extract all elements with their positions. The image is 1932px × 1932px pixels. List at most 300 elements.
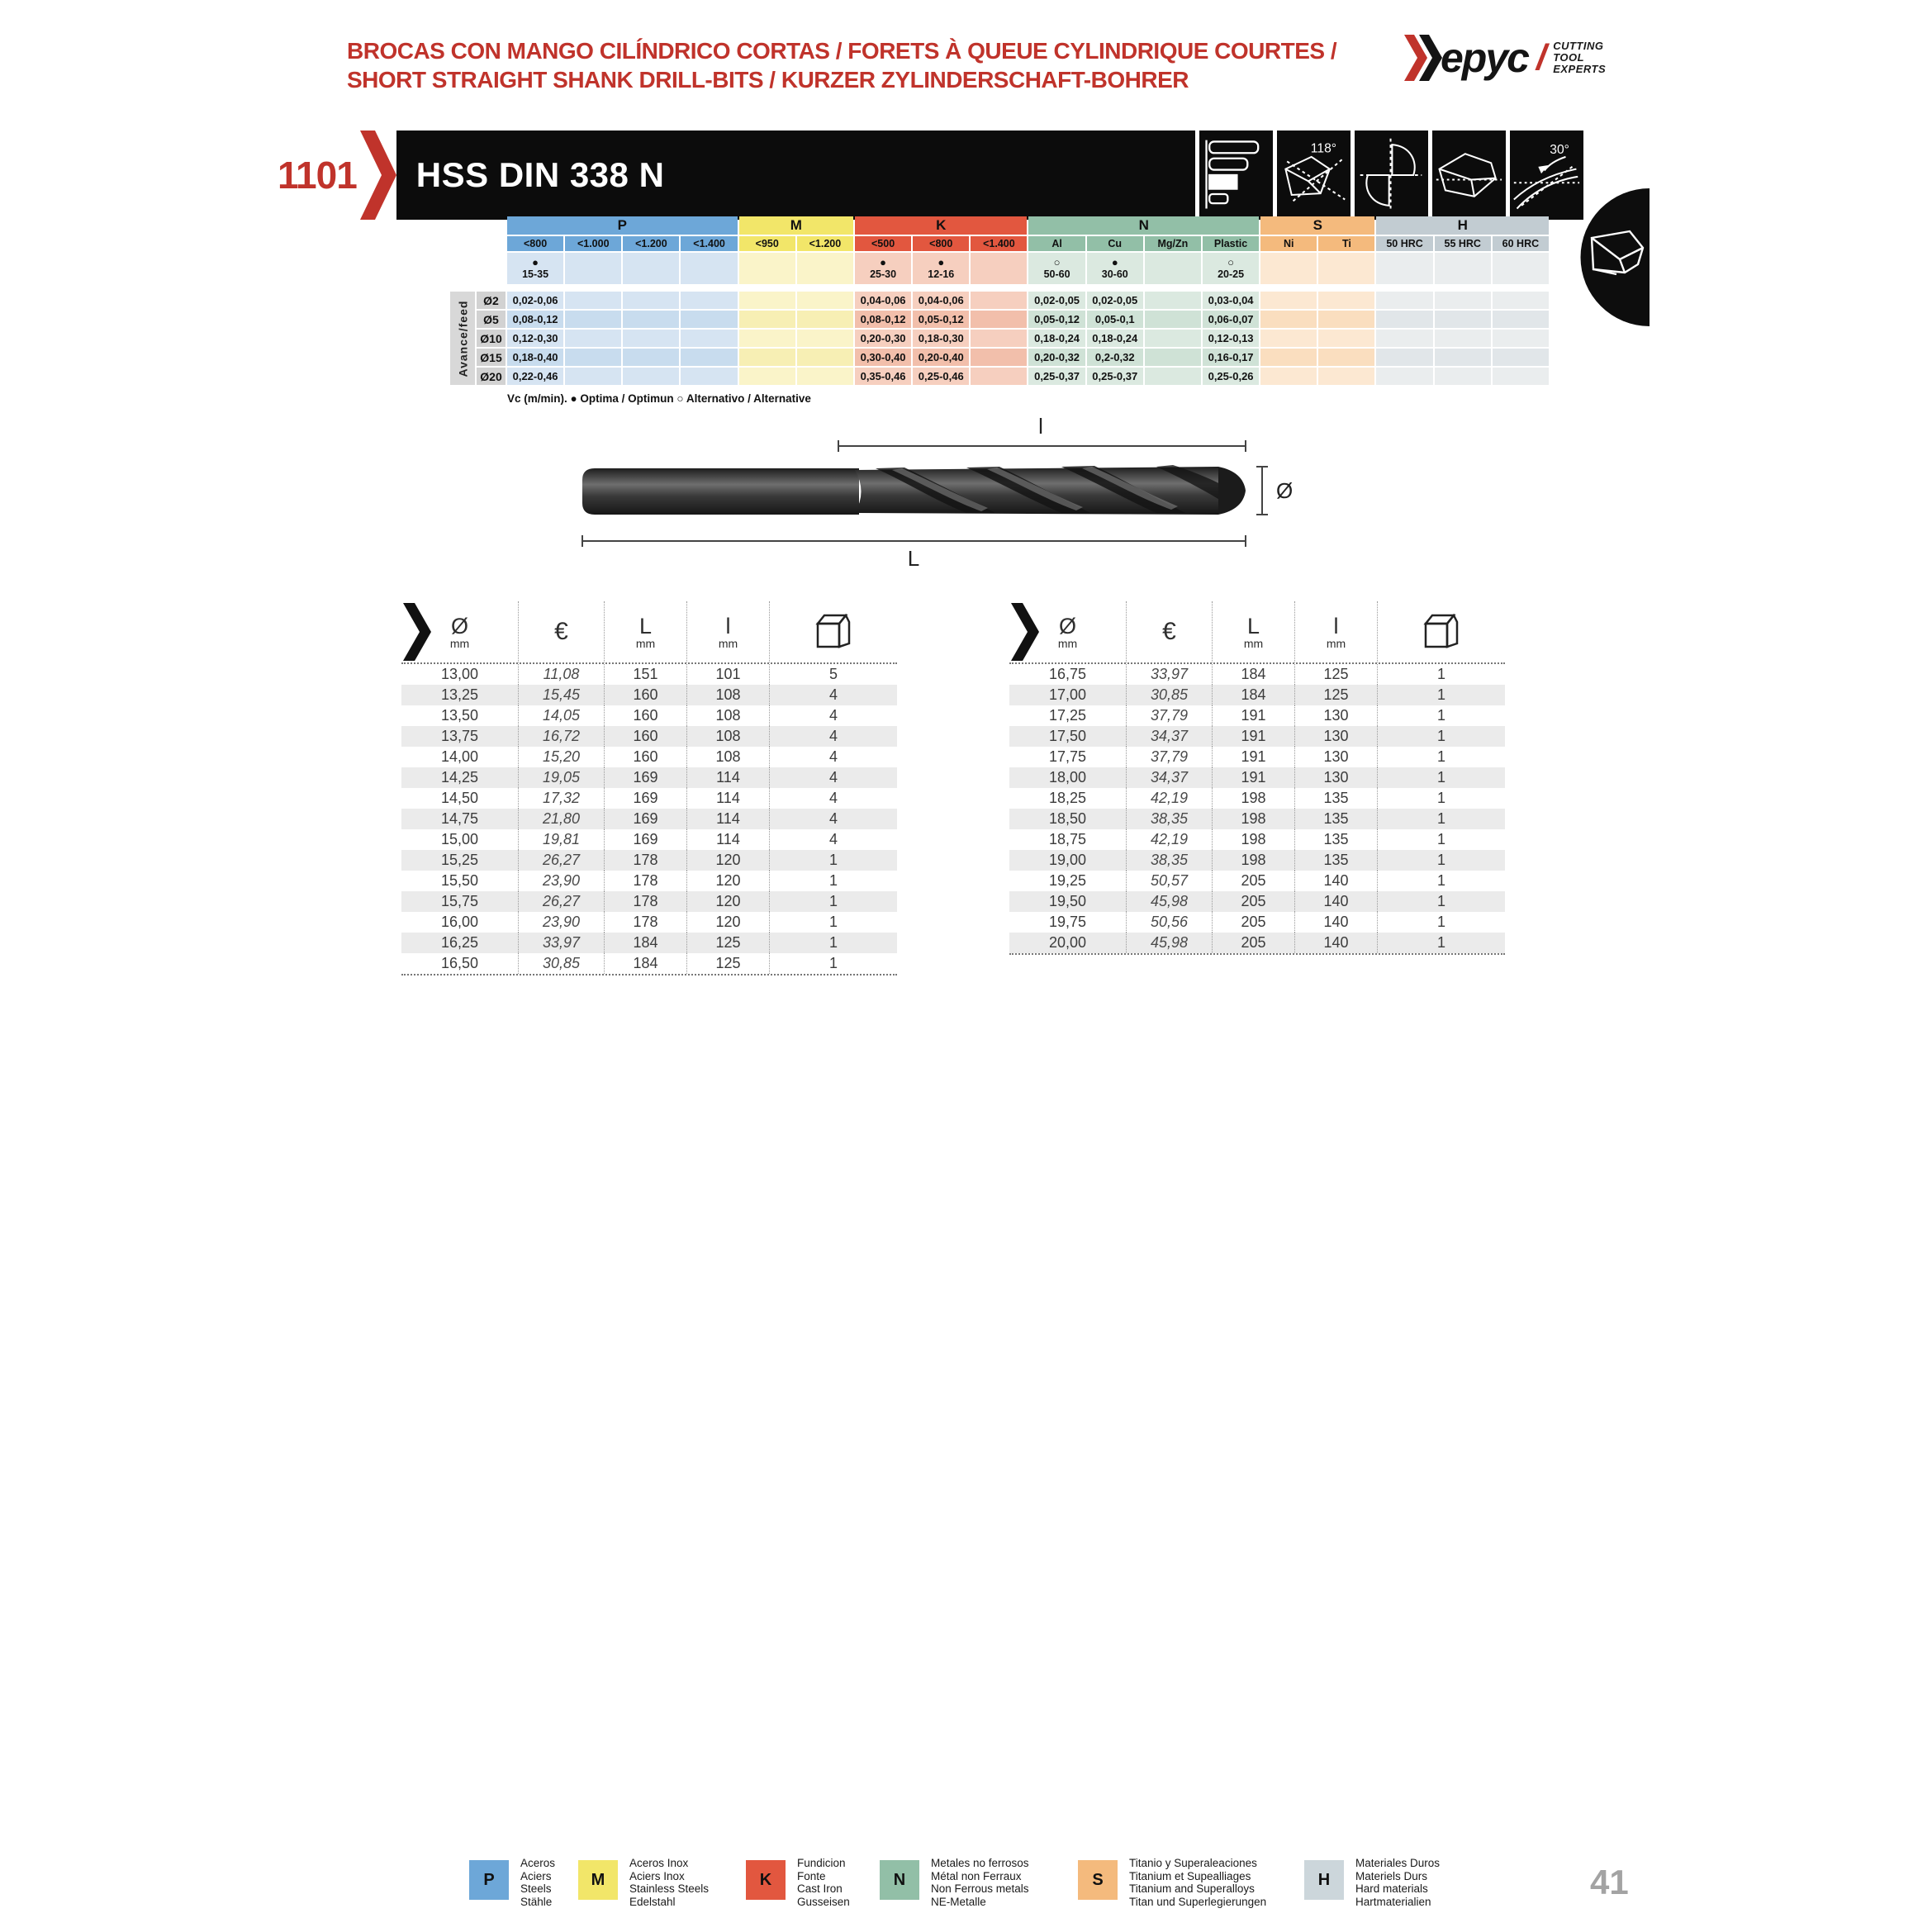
feed-row-diameter: Ø10 [477, 330, 506, 347]
diameter-label: Ø [1276, 478, 1294, 503]
row-price: 26,27 [519, 891, 605, 912]
legend-line: Fundicion [797, 1857, 846, 1869]
icon-drill-tip [1432, 131, 1506, 220]
catalog-row [1009, 788, 1505, 809]
feed-value-cell [1493, 330, 1549, 347]
row-total-length: 198 [1213, 850, 1295, 871]
row-diameter: 19,50 [1009, 891, 1127, 912]
row-total-length: 205 [1213, 933, 1295, 953]
vc-symbol: ● [880, 256, 886, 268]
feed-row-diameter: Ø2 [477, 292, 506, 309]
row-price: 23,90 [519, 871, 605, 891]
catalog-row [401, 829, 897, 850]
legend-text [1129, 1857, 1266, 1908]
tagline-line: CUTTING [1553, 40, 1604, 52]
vc-symbol: ● [532, 256, 539, 268]
row-total-length: 169 [605, 809, 687, 829]
row-total-length: 184 [1213, 685, 1295, 705]
row-price: 42,19 [1127, 829, 1213, 850]
legend-line: Titanium et Supealliages [1129, 1869, 1251, 1882]
legend-item-H [1304, 1857, 1440, 1908]
feed-value-cell [565, 330, 621, 347]
product-banner-bar [396, 131, 1195, 220]
row-flute-length: 108 [687, 747, 770, 767]
feed-value-cell [971, 349, 1027, 366]
catalog-row [401, 747, 897, 767]
length-symbol: L [1246, 613, 1260, 638]
speed-subcol: Al [1028, 236, 1085, 251]
row-diameter: 17,00 [1009, 685, 1127, 705]
vc-symbol: ○ [1053, 256, 1061, 268]
row-total-length: 198 [1213, 829, 1295, 850]
feed-value-cell: 0,05-0,1 [1087, 311, 1143, 328]
legend-line: Métal non Ferraux [931, 1869, 1022, 1882]
legend-text [1355, 1857, 1440, 1908]
drill-tip [1218, 467, 1246, 515]
feed-value-cell: 0,12-0,13 [1203, 330, 1259, 347]
feed-value-cell: 0,18-0,24 [1028, 330, 1085, 347]
row-diameter: 14,25 [401, 767, 519, 788]
speed-subcol: Ti [1318, 236, 1374, 251]
row-flute-length: 120 [687, 850, 770, 871]
feed-value-cell: 0,30-0,40 [855, 349, 911, 366]
speed-subcol: Mg/Zn [1145, 236, 1201, 251]
row-flute-length: 140 [1295, 933, 1378, 953]
row-price: 23,90 [519, 912, 605, 933]
vc-value: 25-30 [870, 268, 897, 280]
row-diameter: 13,75 [401, 726, 519, 747]
row-flute-length: 130 [1295, 705, 1378, 726]
catalog-row [401, 664, 897, 685]
row-packaging: 4 [828, 748, 838, 765]
legend-text [520, 1857, 555, 1908]
row-total-length: 191 [1213, 705, 1295, 726]
vc-value: 30-60 [1101, 268, 1128, 280]
row-total-length: 191 [1213, 726, 1295, 747]
feed-value-cell: 0,18-0,30 [913, 330, 969, 347]
row-diameter: 17,50 [1009, 726, 1127, 747]
row-flute-length: 125 [1295, 664, 1378, 685]
drill-shank [582, 468, 859, 515]
feed-value-cell [1145, 311, 1201, 328]
row-diameter: 17,75 [1009, 747, 1127, 767]
icon-shank-sizes [1199, 131, 1273, 220]
row-price: 15,20 [519, 747, 605, 767]
row-packaging: 1 [1436, 852, 1445, 868]
row-diameter: 19,75 [1009, 912, 1127, 933]
flute-symbol: l [1333, 613, 1339, 638]
feed-value-cell [623, 330, 679, 347]
feed-value-cell: 0,03-0,04 [1203, 292, 1259, 309]
vc-cell [1203, 253, 1259, 284]
speed-group-S: S [1260, 216, 1374, 235]
helix-angle-label: 30° [1550, 143, 1570, 158]
speed-group-P: P [507, 216, 738, 235]
row-flute-length: 140 [1295, 912, 1378, 933]
row-total-length: 178 [605, 871, 687, 891]
icon-point-angle-118 [1277, 131, 1351, 220]
row-price: 19,05 [519, 767, 605, 788]
row-total-length: 160 [605, 726, 687, 747]
legend-line: Cast Iron [797, 1882, 843, 1895]
speed-subcol: Plastic [1203, 236, 1259, 251]
legend-line: Gusseisen [797, 1895, 850, 1908]
row-diameter: 15,75 [401, 891, 519, 912]
unit-label: mm [635, 636, 656, 650]
catalog-row [401, 788, 897, 809]
row-total-length: 178 [605, 891, 687, 912]
red-chevron-icon [360, 131, 396, 220]
price-table-header [1009, 601, 1505, 664]
vc-cell [739, 253, 795, 284]
feed-value-cell [971, 368, 1027, 385]
row-packaging: 4 [828, 769, 838, 786]
col-header-price [519, 601, 605, 662]
legend-line: Hartmaterialien [1355, 1895, 1431, 1908]
row-total-length: 184 [605, 953, 687, 974]
catalog-row [401, 871, 897, 891]
icon-helix-angle-30 [1510, 131, 1583, 220]
row-flute-length: 125 [1295, 685, 1378, 705]
catalog-row [1009, 829, 1505, 850]
vc-cell [1318, 253, 1374, 284]
feed-value-cell [1260, 311, 1317, 328]
speed-footnote: Vc (m/min). ● Optima / Optimun ○ Alternativo / Alternative [507, 392, 811, 405]
row-flute-length: 108 [687, 726, 770, 747]
row-flute-length: 140 [1295, 891, 1378, 912]
row-price: 19,81 [519, 829, 605, 850]
feed-value-cell [623, 368, 679, 385]
unit-label: mm [1057, 636, 1078, 650]
feed-value-cell: 0,05-0,12 [913, 311, 969, 328]
speed-subcol: Ni [1260, 236, 1317, 251]
row-flute-length: 125 [687, 933, 770, 953]
speed-subcol: <500 [855, 236, 911, 251]
row-price: 38,35 [1127, 850, 1213, 871]
legend-item-S [1078, 1857, 1266, 1908]
row-flute-length: 135 [1295, 850, 1378, 871]
price-table-left [401, 601, 897, 975]
row-total-length: 160 [605, 705, 687, 726]
feed-value-cell [797, 368, 853, 385]
brand-tagline [1553, 40, 1606, 75]
row-total-length: 184 [1213, 664, 1295, 685]
diameter-dimension [1256, 467, 1268, 515]
row-diameter: 15,25 [401, 850, 519, 871]
legend-line: Steels [520, 1882, 552, 1895]
legend-line: Fonte [797, 1869, 826, 1882]
catalog-row [401, 933, 897, 953]
catalog-row [1009, 664, 1505, 685]
feed-value-cell: 0,22-0,46 [507, 368, 563, 385]
brand-chevron-icon [1404, 35, 1444, 81]
speed-subcol: <1.200 [623, 236, 679, 251]
row-total-length: 198 [1213, 809, 1295, 829]
feed-value-cell: 0,06-0,07 [1203, 311, 1259, 328]
row-packaging: 1 [828, 852, 838, 868]
catalog-row [401, 767, 897, 788]
price-table-body [401, 664, 897, 975]
speed-subcol: <800 [913, 236, 969, 251]
row-diameter: 18,00 [1009, 767, 1127, 788]
col-header-packaging [770, 601, 897, 662]
feed-value-cell [565, 368, 621, 385]
row-flute-length: 120 [687, 891, 770, 912]
row-total-length: 178 [605, 850, 687, 871]
catalog-row [1009, 933, 1505, 953]
vc-value: 50-60 [1043, 268, 1070, 280]
catalog-row [401, 685, 897, 705]
feed-value-cell: 0,02-0,05 [1028, 292, 1085, 309]
row-total-length: 205 [1213, 891, 1295, 912]
feed-value-cell [1260, 330, 1317, 347]
row-diameter: 16,25 [401, 933, 519, 953]
row-price: 34,37 [1127, 726, 1213, 747]
vc-symbol: ● [1111, 256, 1118, 268]
feed-value-cell [565, 292, 621, 309]
vc-cell [1435, 253, 1491, 284]
col-header-flute-length [1295, 601, 1378, 662]
row-packaging: 4 [828, 810, 838, 827]
unit-label: mm [1326, 636, 1346, 650]
row-packaging: 1 [1436, 666, 1445, 682]
feed-row-diameter: Ø15 [477, 349, 506, 366]
legend-line: Titan und Superlegierungen [1129, 1895, 1267, 1908]
euro-symbol: € [554, 618, 568, 645]
feed-value-cell [739, 292, 795, 309]
row-packaging: 5 [828, 666, 838, 682]
feed-value-cell [1318, 349, 1374, 366]
row-diameter: 15,50 [401, 871, 519, 891]
feed-value-cell [681, 330, 737, 347]
feed-row-diameter: Ø20 [477, 368, 506, 385]
speed-subcol: <1.200 [797, 236, 853, 251]
row-flute-length: 120 [687, 871, 770, 891]
row-flute-length: 101 [687, 664, 770, 685]
row-total-length: 178 [605, 912, 687, 933]
legend-color-box: P [469, 1860, 509, 1900]
feed-value-cell [1318, 311, 1374, 328]
feed-value-cell [797, 330, 853, 347]
feed-value-cell [1376, 368, 1432, 385]
row-packaging: 1 [1436, 914, 1445, 930]
legend-color-box: N [880, 1860, 919, 1900]
feed-value-cell [1493, 349, 1549, 366]
feed-value-cell: 0,2-0,32 [1087, 349, 1143, 366]
feed-value-cell [565, 349, 621, 366]
row-packaging: 4 [828, 831, 838, 847]
length-symbol: L [638, 613, 653, 638]
speed-group-H: H [1376, 216, 1549, 235]
feed-value-cell [1376, 349, 1432, 366]
row-flute-length: 120 [687, 912, 770, 933]
speed-subcol: <800 [507, 236, 563, 251]
vc-value: 20-25 [1218, 268, 1245, 280]
catalog-row [1009, 912, 1505, 933]
feed-value-cell [681, 368, 737, 385]
feed-label-text: Avance/feed [456, 300, 469, 377]
feed-value-cell [1318, 292, 1374, 309]
feed-value-cell: 0,08-0,12 [855, 311, 911, 328]
row-price: 45,98 [1127, 933, 1213, 953]
row-price: 42,19 [1127, 788, 1213, 809]
product-name: HSS DIN 338 N [415, 155, 665, 194]
row-flute-length: 108 [687, 685, 770, 705]
row-total-length: 160 [605, 685, 687, 705]
feed-value-cell [1376, 292, 1432, 309]
row-flute-length: 114 [687, 809, 770, 829]
point-angle-label: 118° [1311, 141, 1337, 156]
vc-cell [1493, 253, 1549, 284]
row-packaging: 4 [828, 790, 838, 806]
catalog-row [1009, 685, 1505, 705]
row-packaging: 4 [828, 728, 838, 744]
feed-value-cell [797, 349, 853, 366]
catalog-row [1009, 871, 1505, 891]
row-price: 11,08 [519, 664, 605, 685]
row-flute-length: 135 [1295, 809, 1378, 829]
feed-value-cell [1145, 330, 1201, 347]
row-packaging: 1 [828, 934, 838, 951]
legend-line: Metales no ferrosos [931, 1857, 1029, 1869]
speed-subcol: <1.400 [681, 236, 737, 251]
col-header-price [1127, 601, 1213, 662]
vc-cell [1260, 253, 1317, 284]
legend-line: Materiels Durs [1355, 1869, 1428, 1882]
table-chevron-icon [403, 603, 431, 661]
legend-line: Hard materials [1355, 1882, 1428, 1895]
legend-line: Aciers Inox [629, 1869, 685, 1882]
row-price: 17,32 [519, 788, 605, 809]
vc-cell [1087, 253, 1143, 284]
feed-value-cell [971, 292, 1027, 309]
feed-value-cell [623, 292, 679, 309]
row-price: 38,35 [1127, 809, 1213, 829]
icon-flute-cross-section [1355, 131, 1428, 220]
feed-value-cell [1493, 292, 1549, 309]
feed-value-cell: 0,04-0,06 [913, 292, 969, 309]
legend-color-box: H [1304, 1860, 1344, 1900]
col-header-total-length [1213, 601, 1295, 662]
legend-line: Titanio y Superaleaciones [1129, 1857, 1257, 1869]
legend-line: Edelstahl [629, 1895, 676, 1908]
row-packaging: 1 [828, 872, 838, 889]
catalog-row [401, 953, 897, 974]
vc-cell [855, 253, 911, 284]
row-packaging: 1 [1436, 728, 1445, 744]
drill-diagram [578, 417, 1297, 570]
speed-group-M: M [739, 216, 853, 235]
row-price: 30,85 [519, 953, 605, 974]
legend-item-K [746, 1857, 850, 1908]
col-header-flute-length [687, 601, 770, 662]
feed-value-cell: 0,20-0,40 [913, 349, 969, 366]
feed-value-cell: 0,04-0,06 [855, 292, 911, 309]
catalog-row [1009, 850, 1505, 871]
row-diameter: 14,50 [401, 788, 519, 809]
legend-text [629, 1857, 709, 1908]
flute-length-label: l [1038, 417, 1043, 439]
feed-value-cell [797, 292, 853, 309]
vc-value: 12-16 [928, 268, 955, 280]
vc-symbol: ○ [1227, 256, 1234, 268]
row-flute-length: 135 [1295, 788, 1378, 809]
legend-line: Titanium and Superalloys [1129, 1882, 1255, 1895]
row-price: 21,80 [519, 809, 605, 829]
row-total-length: 191 [1213, 767, 1295, 788]
total-length-dimension [582, 535, 1246, 547]
feed-value-cell [1435, 311, 1491, 328]
row-packaging: 1 [1436, 790, 1445, 806]
row-packaging: 1 [1436, 769, 1445, 786]
feed-value-cell [739, 330, 795, 347]
row-diameter: 16,50 [401, 953, 519, 974]
row-packaging: 1 [1436, 872, 1445, 889]
brand-name: epyc [1441, 35, 1528, 81]
row-diameter: 15,00 [401, 829, 519, 850]
row-flute-length: 130 [1295, 726, 1378, 747]
row-diameter: 13,00 [401, 664, 519, 685]
vc-cell [623, 253, 679, 284]
col-header-total-length [605, 601, 687, 662]
feed-value-cell [971, 330, 1027, 347]
speed-subcol: Cu [1087, 236, 1143, 251]
feed-value-cell: 0,05-0,12 [1028, 311, 1085, 328]
row-flute-length: 114 [687, 829, 770, 850]
row-price: 37,79 [1127, 705, 1213, 726]
table-chevron-icon [1011, 603, 1039, 661]
price-table-right [1009, 601, 1505, 955]
legend-text [797, 1857, 850, 1908]
feed-value-cell: 0,25-0,46 [913, 368, 969, 385]
feed-value-cell [1260, 349, 1317, 366]
catalog-row [401, 809, 897, 829]
feed-grid [450, 292, 1549, 385]
catalog-row [1009, 767, 1505, 788]
row-total-length: 184 [605, 933, 687, 953]
row-total-length: 169 [605, 767, 687, 788]
row-total-length: 191 [1213, 747, 1295, 767]
brand-slash: / [1536, 37, 1547, 78]
feed-value-cell: 0,02-0,06 [507, 292, 563, 309]
row-total-length: 151 [605, 664, 687, 685]
vc-cell [1376, 253, 1432, 284]
legend-line: NE-Metalle [931, 1895, 986, 1908]
row-diameter: 17,25 [1009, 705, 1127, 726]
row-total-length: 205 [1213, 871, 1295, 891]
legend-item-P [469, 1857, 555, 1908]
tagline-line: TOOL [1553, 51, 1585, 64]
row-price: 33,97 [1127, 664, 1213, 685]
feed-value-cell: 0,20-0,32 [1028, 349, 1085, 366]
legend-item-N [880, 1857, 1029, 1908]
row-price: 30,85 [1127, 685, 1213, 705]
catalog-row [401, 726, 897, 747]
feed-value-cell [1493, 368, 1549, 385]
brand-logo [1404, 31, 1606, 84]
row-packaging: 1 [828, 914, 838, 930]
row-diameter: 18,25 [1009, 788, 1127, 809]
legend-line: Stähle [520, 1895, 553, 1908]
product-code: 1101 [278, 154, 357, 197]
feed-value-cell [1318, 330, 1374, 347]
vc-symbol: ● [938, 256, 945, 268]
legend-line: Aceros Inox [629, 1857, 689, 1869]
feed-value-cell: 0,12-0,30 [507, 330, 563, 347]
legend-line: Aceros [520, 1857, 556, 1869]
feed-value-cell [1435, 292, 1491, 309]
legend-color-box: K [746, 1860, 786, 1900]
